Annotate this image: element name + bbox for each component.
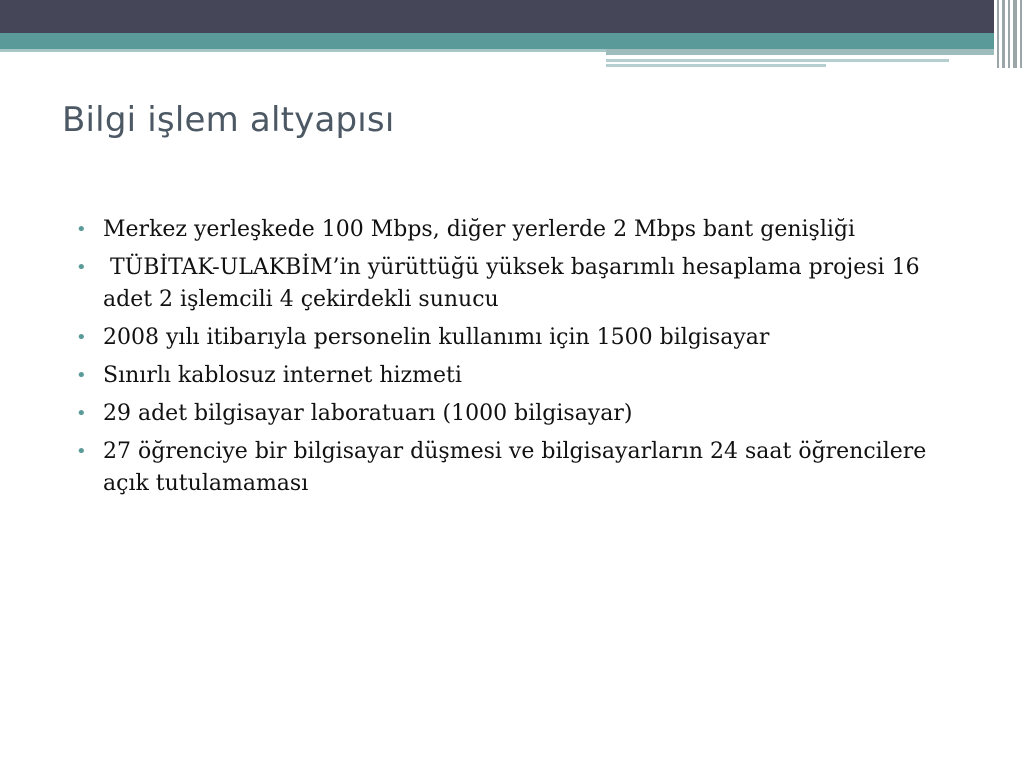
bullet-list [76, 214, 956, 506]
bullet-item [76, 214, 956, 246]
bullet-icon: • [76, 219, 87, 240]
header-accent-line-short [606, 64, 826, 67]
slide-title: Bilgi işlem altyapısı [62, 100, 395, 140]
header-accent-line [606, 59, 949, 62]
header-band-dark [0, 0, 1024, 33]
bullet-item [76, 360, 956, 392]
bullet-icon: • [76, 403, 87, 424]
bullet-text: 2008 yılı itibarıyla personelin kullanımı için 1500 bilgisayar [103, 325, 770, 350]
bullet-text: Merkez yerleşkede 100 Mbps, diğer yerlerde 2 Mbps bant genişliği [103, 217, 856, 242]
header-band-light [0, 49, 606, 52]
bullet-icon: • [76, 327, 87, 348]
bullet-item [76, 322, 956, 354]
bullet-text: 27 öğrenciye bir bilgisayar düşmesi ve bilgisayarların 24 saat öğrencilere açık tutulamaması [103, 439, 927, 496]
bullet-text: 29 adet bilgisayar laboratuarı (1000 bilgisayar) [103, 401, 633, 426]
header-band-light-block [606, 49, 1001, 55]
corner-stripes [994, 0, 1024, 68]
bullet-text: Sınırlı kablosuz internet hizmeti [103, 363, 462, 388]
bullet-item [76, 436, 956, 500]
bullet-item [76, 252, 956, 316]
bullet-text: TÜBİTAK-ULAKBİM’in yürüttüğü yüksek başarımlı hesaplama projesi 16 adet 2 işlemcili 4 çekirdekli sunucu [103, 255, 927, 312]
bullet-icon: • [76, 257, 87, 278]
bullet-item [76, 398, 956, 430]
bullet-icon: • [76, 441, 87, 462]
header-band-teal [0, 33, 1024, 49]
bullet-icon: • [76, 365, 87, 386]
